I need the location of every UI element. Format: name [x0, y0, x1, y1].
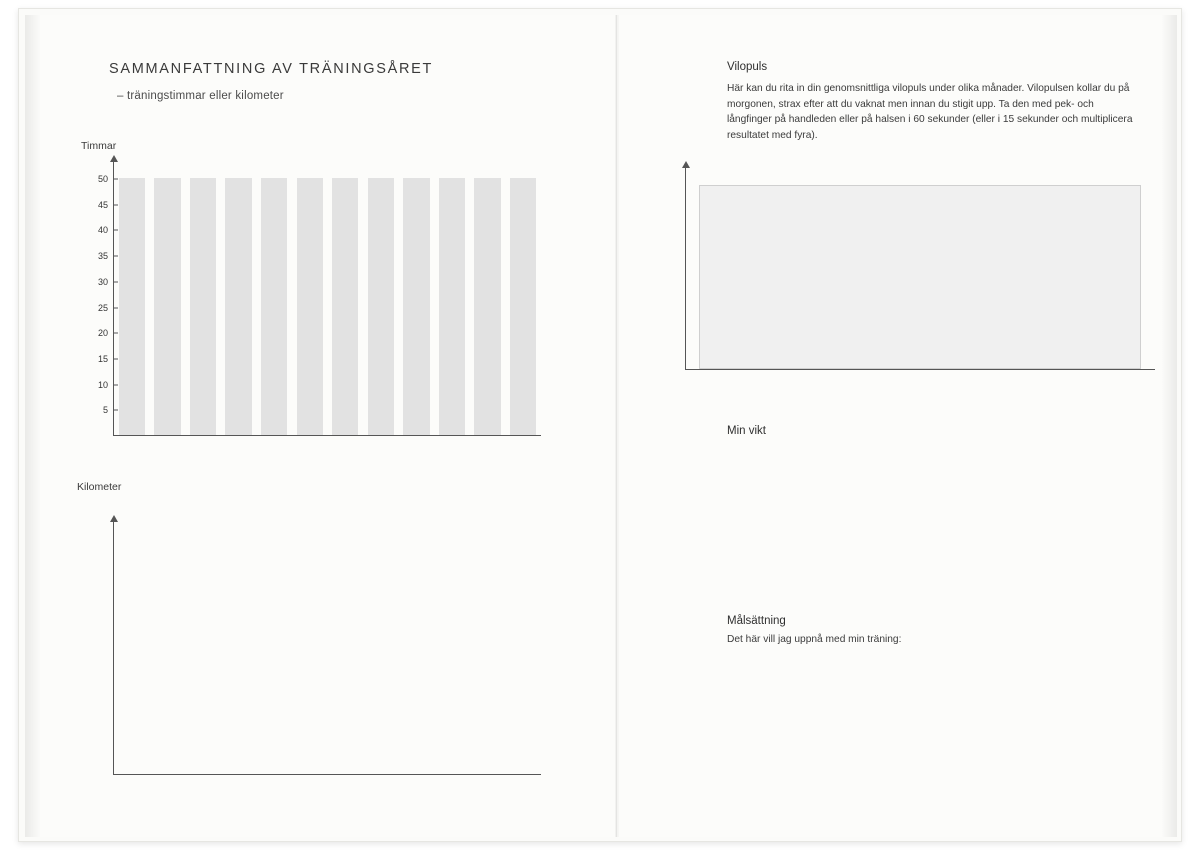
bar-column: [399, 178, 435, 435]
bar: [368, 178, 394, 435]
bar-column: [150, 178, 186, 435]
bar: [297, 178, 323, 435]
page-subtitle: – träningstimmar eller kilometer: [117, 90, 284, 102]
y-tick-label: 5: [102, 405, 108, 416]
km-chart-ylabel: Kilometer: [77, 481, 122, 493]
y-tick-label: 30: [97, 276, 108, 287]
hours-chart-x-axis: [113, 435, 541, 436]
y-tick-label: 10: [97, 379, 108, 390]
y-tick-mark: [113, 410, 118, 411]
pulse-chart: [685, 167, 1155, 370]
km-bar-chart: [113, 521, 541, 775]
pulse-chart-y-axis: [685, 167, 686, 370]
y-tick-label: 50: [97, 174, 108, 184]
bar-column: [221, 178, 257, 435]
bar: [154, 178, 180, 435]
y-tick-label: 15: [97, 353, 108, 364]
bar: [439, 178, 465, 435]
y-tick-mark: [113, 179, 118, 180]
y-tick-mark: [113, 281, 118, 282]
spiral-binding: [585, 31, 667, 821]
right-page: [619, 15, 1177, 837]
bar-column: [114, 178, 150, 435]
bar: [510, 178, 536, 435]
bar: [261, 178, 287, 435]
bar: [119, 178, 145, 435]
y-tick-mark: [113, 358, 118, 359]
hours-chart-bars: [114, 161, 541, 435]
bar: [474, 178, 500, 435]
km-chart-x-axis: [113, 774, 541, 775]
bar: [332, 178, 358, 435]
left-page-edge-shadow: [25, 15, 41, 837]
page-title: SAMMANFATTNING AV TRÄNINGSÅRET: [109, 61, 434, 77]
y-tick-label: 25: [97, 302, 108, 313]
y-tick-mark: [113, 307, 118, 308]
bar: [190, 178, 216, 435]
goal-section-title: Målsättning: [727, 615, 786, 627]
y-tick-mark: [113, 333, 118, 334]
y-tick-mark: [113, 384, 118, 385]
bar-column: [327, 178, 363, 435]
y-tick-label: 35: [97, 251, 108, 262]
left-page: [25, 15, 617, 837]
bar-column: [434, 178, 470, 435]
y-tick-label: 45: [97, 199, 108, 210]
bar-column: [185, 178, 221, 435]
notebook-spread: [18, 8, 1182, 842]
bar: [403, 178, 429, 435]
y-tick-label: 40: [97, 225, 108, 236]
pulse-chart-x-axis: [685, 369, 1155, 370]
y-tick-mark: [113, 204, 118, 205]
pulse-section-title: Vilopuls: [727, 61, 768, 73]
bar-column: [470, 178, 506, 435]
y-tick-mark: [113, 256, 118, 257]
hours-chart-ylabel: Timmar: [81, 140, 117, 152]
bar: [225, 178, 251, 435]
y-tick-mark: [113, 230, 118, 231]
bar-column: [505, 178, 541, 435]
pulse-section-body: Här kan du rita in din genomsnittliga vilopuls under olika månader. Vilopulsen kollar du på morgonen, strax efter att du vaknat men innan du stigit upp. Ta den med pek- och långfinger på handleden eller på halsen i 60 sekunder (eller i 15 sekunder och multiplicera resultatet med fyra).: [727, 83, 1133, 141]
pulse-chart-grid: [699, 185, 1141, 369]
weight-section-title: Min vikt: [727, 425, 766, 437]
hours-bar-chart: [97, 161, 541, 436]
right-page-edge-shadow: [1161, 15, 1177, 837]
km-chart-bars: [114, 521, 541, 774]
bar-column: [363, 178, 399, 435]
bar-column: [256, 178, 292, 435]
bar-column: [292, 178, 328, 435]
y-tick-label: 20: [97, 328, 108, 339]
goal-section-subtitle: Det här vill jag uppnå med min träning:: [727, 634, 902, 645]
